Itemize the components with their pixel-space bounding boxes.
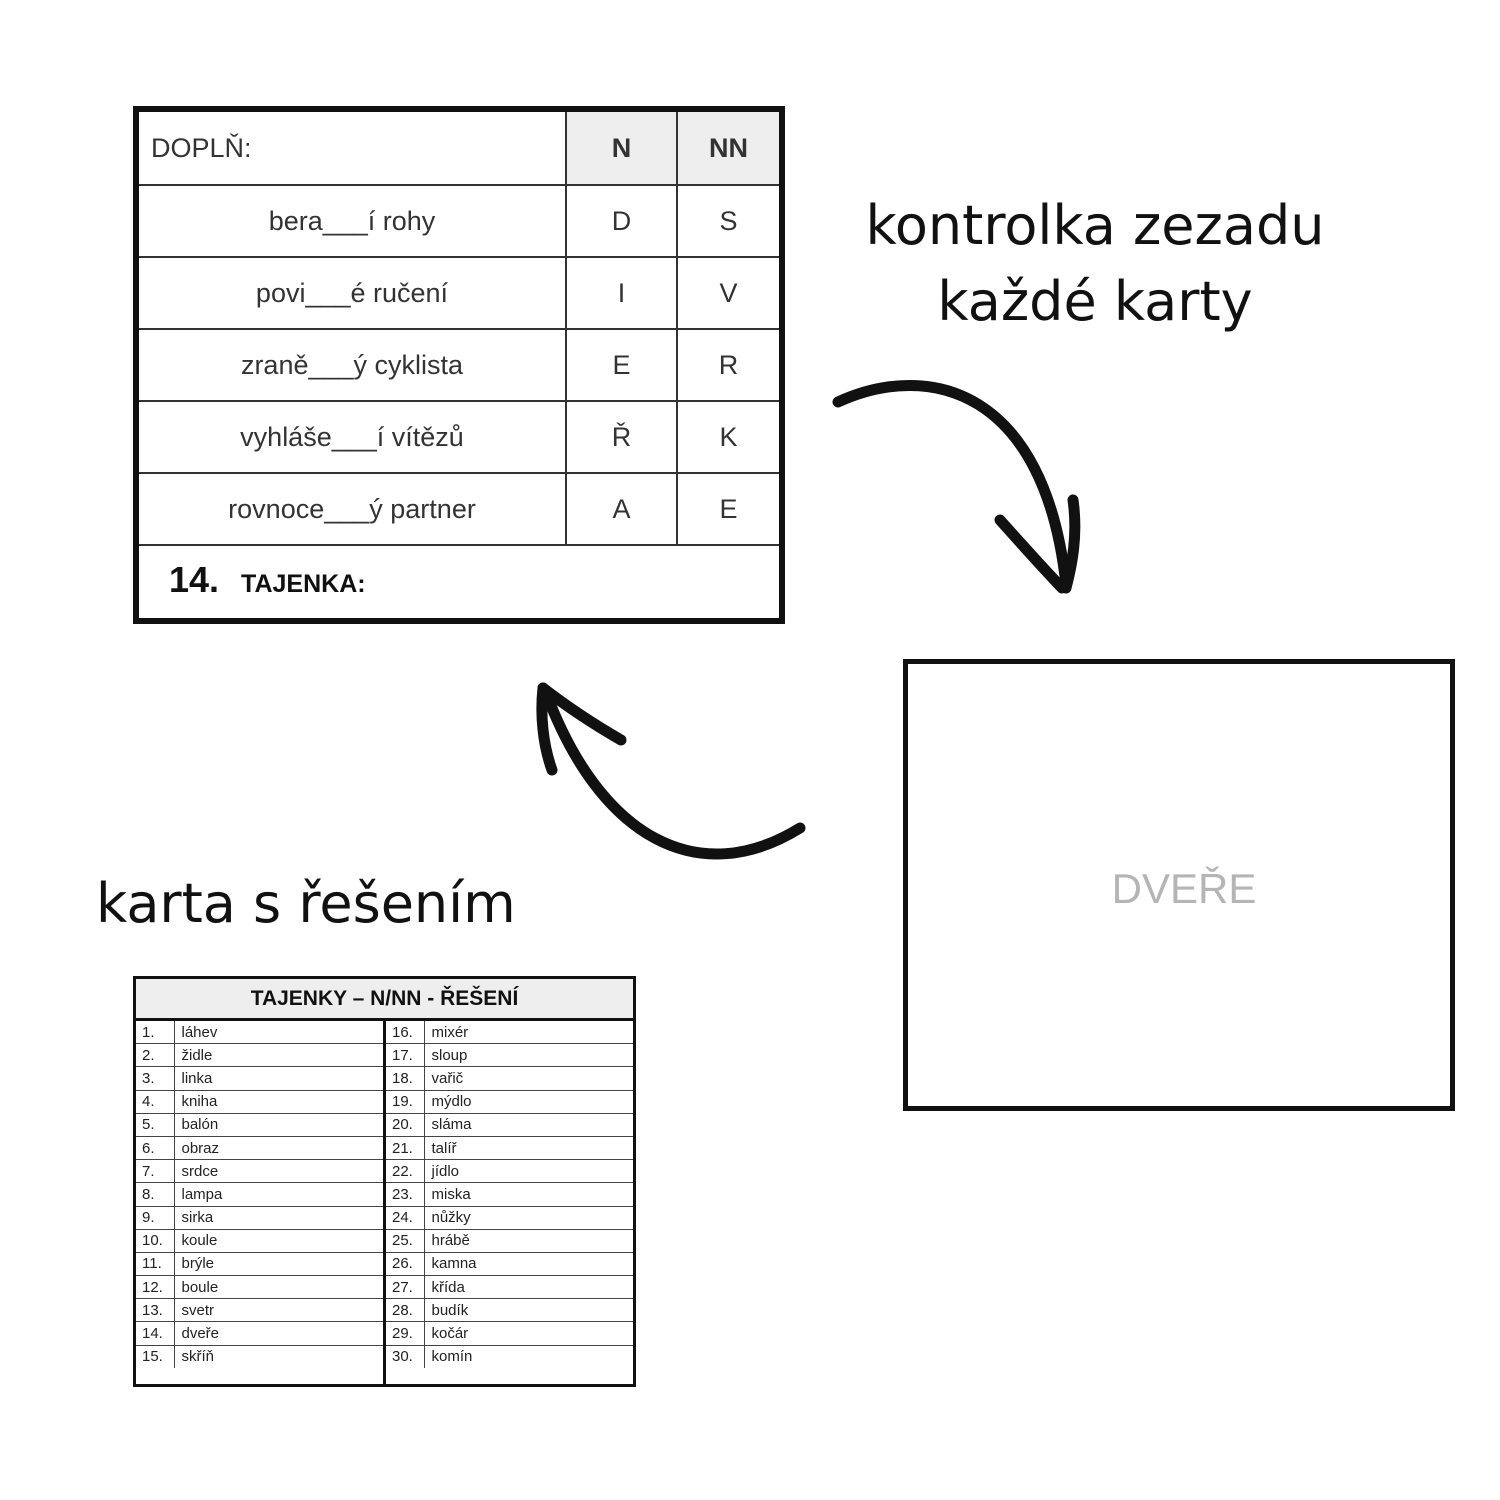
solution-word: obraz (174, 1136, 383, 1159)
solution-row (386, 1345, 633, 1368)
solution-number: 6. (136, 1136, 174, 1159)
solution-word: talíř (424, 1136, 633, 1159)
solutions-column-right (386, 1021, 633, 1384)
solution-number: 28. (386, 1299, 424, 1322)
solution-word: hrábě (424, 1229, 633, 1252)
solution-row (136, 1345, 383, 1368)
card-back (903, 659, 1455, 1111)
solution-number: 19. (386, 1090, 424, 1113)
solution-word: jídlo (424, 1160, 633, 1183)
solution-word: svetr (174, 1299, 383, 1322)
solution-row (386, 1299, 633, 1322)
column-n-header: N (566, 112, 677, 185)
solution-word: kniha (174, 1090, 383, 1113)
exercise-letter-n: I (566, 257, 677, 329)
solutions-sheet (133, 976, 636, 1387)
exercise-letter-nn: S (677, 185, 779, 257)
solution-row (386, 1229, 633, 1252)
solution-number: 29. (386, 1322, 424, 1345)
solution-word: budík (424, 1299, 633, 1322)
solution-word: kočár (424, 1322, 633, 1345)
solutions-columns (136, 1021, 633, 1384)
solution-row (136, 1183, 383, 1206)
solution-row (136, 1160, 383, 1183)
column-nn-header: NN (677, 112, 779, 185)
solution-row (136, 1044, 383, 1067)
solution-number: 3. (136, 1067, 174, 1090)
solution-row (386, 1021, 633, 1044)
exercise-letter-n: D (566, 185, 677, 257)
solution-number: 11. (136, 1252, 174, 1275)
solution-row (386, 1206, 633, 1229)
exercise-phrase: zraně___ý cyklista (139, 329, 566, 401)
solution-word: brýle (174, 1252, 383, 1275)
solution-number: 10. (136, 1229, 174, 1252)
exercise-letter-nn: R (677, 329, 779, 401)
exercise-phrase: rovnoce___ý partner (139, 473, 566, 545)
exercise-letter-nn: K (677, 401, 779, 473)
solution-number: 15. (136, 1345, 174, 1368)
solution-row (386, 1252, 633, 1275)
caption-back-line-1: kontrolka zezadu (865, 194, 1325, 257)
solutions-title: TAJENKY – N/NN - ŘEŠENÍ (136, 979, 633, 1021)
exercise-phrase: bera___í rohy (139, 185, 566, 257)
solution-row (136, 1206, 383, 1229)
solution-number: 18. (386, 1067, 424, 1090)
exercise-phrase: vyhláše___í vítězů (139, 401, 566, 473)
solution-number: 2. (136, 1044, 174, 1067)
solution-number: 9. (136, 1206, 174, 1229)
caption-back-line-2: každé karty (937, 270, 1253, 333)
solution-row (136, 1136, 383, 1159)
solution-word: kamna (424, 1252, 633, 1275)
solution-word: lampa (174, 1183, 383, 1206)
solution-word: sirka (174, 1206, 383, 1229)
solution-word: dveře (174, 1322, 383, 1345)
solution-number: 13. (136, 1299, 174, 1322)
solution-row (136, 1276, 383, 1299)
solutions-column-left (136, 1021, 386, 1384)
solution-row (386, 1322, 633, 1345)
exercise-letter-nn: V (677, 257, 779, 329)
exercise-letter-n: E (566, 329, 677, 401)
solution-word: mixér (424, 1021, 633, 1044)
solution-number: 8. (136, 1183, 174, 1206)
solution-word: skříň (181, 1348, 215, 1366)
solution-row (136, 1067, 383, 1090)
solution-row (386, 1113, 633, 1136)
solution-number: 14. (136, 1322, 174, 1345)
solution-word: mýdlo (424, 1090, 633, 1113)
solution-number: 1. (136, 1021, 174, 1044)
solution-number: 7. (136, 1160, 174, 1183)
solution-row (136, 1021, 383, 1044)
solution-number: 16. (386, 1021, 424, 1044)
exercise-letter-nn: E (677, 473, 779, 545)
solution-number: 21. (386, 1136, 424, 1159)
solution-word: linka (174, 1067, 383, 1090)
solution-row (136, 1299, 383, 1322)
solution-number: 30. (386, 1345, 424, 1368)
exercise-phrase: povi___é ručení (139, 257, 566, 329)
solution-row (386, 1044, 633, 1067)
solution-row (386, 1090, 633, 1113)
solution-number: 12. (136, 1276, 174, 1299)
solution-row (136, 1322, 383, 1345)
solution-row (136, 1229, 383, 1252)
solution-number: 4. (136, 1090, 174, 1113)
solution-row (386, 1276, 633, 1299)
solution-word: koule (174, 1229, 383, 1252)
solution-word: boule (174, 1276, 383, 1299)
solution-word: židle (174, 1044, 383, 1067)
instruction-label: DOPLŇ: (139, 112, 566, 185)
solution-row (386, 1160, 633, 1183)
solution-row (136, 1252, 383, 1275)
solution-number: 26. (386, 1252, 424, 1275)
solution-word: sláma (424, 1113, 633, 1136)
solution-word: sloup (424, 1044, 633, 1067)
solution-number: 17. (386, 1044, 424, 1067)
solution-number: 5. (136, 1113, 174, 1136)
solution-word: miska (424, 1183, 633, 1206)
solution-number: 25. (386, 1229, 424, 1252)
solution-row (136, 1113, 383, 1136)
solution-word: nůžky (424, 1206, 633, 1229)
exercise-letter-n: Ř (566, 401, 677, 473)
solution-word: srdce (174, 1160, 383, 1183)
solution-word: vařič (424, 1067, 633, 1090)
solution-number: 20. (386, 1113, 424, 1136)
exercise-letter-n: A (566, 473, 677, 545)
solution-number: 24. (386, 1206, 424, 1229)
solution-word: balón (174, 1113, 383, 1136)
solution-number: 22. (386, 1160, 424, 1183)
solution-word: komín (431, 1348, 473, 1366)
tajenka-label: TAJENKA: (241, 570, 366, 598)
arrow-down-head-right (1066, 500, 1075, 588)
solution-row (386, 1067, 633, 1090)
solution-row (386, 1136, 633, 1159)
solution-number: 23. (386, 1183, 424, 1206)
caption-solution-card: karta s řešením (96, 872, 516, 935)
back-card-word: DVEŘE (1111, 865, 1257, 912)
solution-word: křída (424, 1276, 633, 1299)
solution-word: láhev (174, 1021, 383, 1044)
solution-number: 27. (386, 1276, 424, 1299)
solution-row (136, 1090, 383, 1113)
solution-row (386, 1183, 633, 1206)
card-number: 14. (169, 559, 220, 600)
